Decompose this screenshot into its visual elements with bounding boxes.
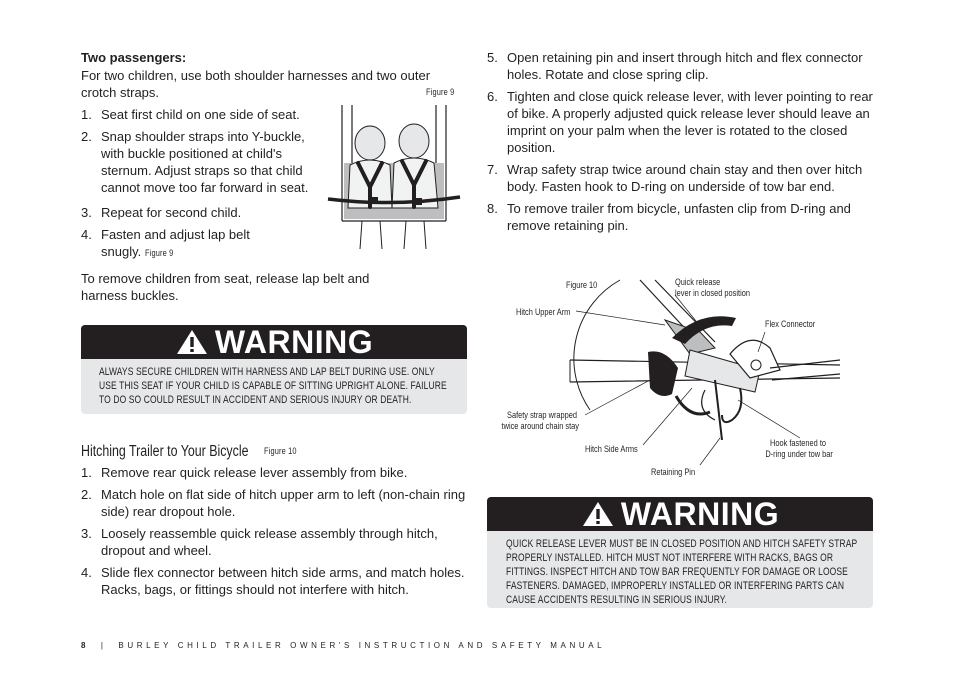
callout-flex-connector: Flex Connector <box>765 319 816 330</box>
warning-header <box>81 325 467 359</box>
remove-children-text: To remove children from seat, release lap belt and harness buckles. <box>81 271 370 303</box>
warning-box-hitch <box>487 497 873 608</box>
hitching-heading <box>81 443 290 461</box>
list-item: 8. To remove trailer from bicycle, unfasten clip from D-ring and remove retaining pin. <box>487 201 851 233</box>
hitching-title: Hitching Trailer to Your Bicycle <box>81 443 249 460</box>
warning-label: WARNING <box>214 325 374 360</box>
list-item: 4. Fasten and adjust lap belt snugly. Figure 9 <box>81 227 250 259</box>
figure10-label: Figure 10 <box>566 280 598 291</box>
list-item: 1. Remove rear quick release lever assembly from bike. <box>81 465 408 480</box>
callout-quick-release: Quick release lever in closed position <box>675 277 750 299</box>
footer-separator: | <box>100 641 107 650</box>
manual-title: BURLEY CHILD TRAILER OWNER'S INSTRUCTION AND SAFETY MANUAL <box>118 641 606 650</box>
callout-hitch-side-arms: Hitch Side Arms <box>585 444 638 455</box>
warning-text: ALWAYS SECURE CHILDREN WITH HARNESS AND LAP BELT DURING USE. ONLY USE THIS SEAT IF YOUR CHILD IS CAPABLE OF SITTING UPRIGHT ALONE. FAILURE TO DO SO COULD RESULT IN ACCIDENT AND SERIOUS INJURY OR DEATH. <box>99 366 447 406</box>
two-passengers-subhead: Two passengers: <box>81 50 187 65</box>
figure9-label: Figure 9 <box>426 87 455 98</box>
callout-safety-strap: Safety strap wrapped twice around chain stay <box>501 410 579 432</box>
callout-hitch-upper-arm: Hitch Upper Arm <box>516 307 571 318</box>
callout-hook: Hook fastened to D-ring under tow bar <box>765 438 833 460</box>
list-item: 2. Match hole on flat side of hitch upper arm to left (non-chain ring side) rear dropout hole. <box>81 487 466 519</box>
list-item: 3. Repeat for second child. <box>81 205 242 220</box>
hitching-steps <box>81 464 466 598</box>
warning-header <box>487 497 873 531</box>
list-item: 1. Seat first child on one side of seat. <box>81 107 300 122</box>
seating-steps-3-4 <box>81 204 281 262</box>
callout-retaining-pin: Retaining Pin <box>651 467 696 478</box>
hitching-steps-continued <box>487 49 877 234</box>
warning-triangle-icon <box>581 500 615 528</box>
warning-box-harness <box>81 325 467 414</box>
warning-triangle-icon <box>175 328 209 356</box>
list-item: 5. Open retaining pin and insert through hitch and flex connector holes. Rotate and close spring clip. <box>487 50 863 82</box>
list-item: 3. Loosely reassemble quick release assembly through hitch, dropout and wheel. <box>81 526 438 558</box>
list-item: 7. Wrap safety strap twice around chain stay and then over hitch body. Fasten hook to D-ring on underside of tow bar end. <box>487 162 863 194</box>
warning-label: WARNING <box>620 497 780 532</box>
two-passengers-intro: For two children, use both shoulder harnesses and two outer crotch straps. <box>81 68 431 100</box>
warning-text: QUICK RELEASE LEVER MUST BE IN CLOSED POSITION AND HITCH SAFETY STRAP PROPERLY INSTALLED. HITCH MUST NOT INTERFERE WITH RACKS, BAGS OR FITTINGS. INSPECT HITCH AND TOW BAR FREQUENTLY FOR DAMAGE OR LOOSE FASTENERS. DAMAGED, IMPROPERLY INSTALLED OR INTERFERING PARTS CAN CAUSE ACCIDENTS RESULTING IN SERIOUS INJURY. <box>506 538 858 606</box>
page-number: 8 <box>81 641 90 650</box>
list-item: 4. Slide flex connector between hitch side arms, and match holes. Racks, bags, or fittings should not interfere with hitch. <box>81 565 465 597</box>
hitching-figref: Figure 10 <box>264 446 297 457</box>
page-footer <box>81 641 605 650</box>
list-item: 6. Tighten and close quick release lever, with lever pointing to rear of bike. A properly adjusted quick release lever should leave an imprint on your palm when the lever is rotated to the closed position. <box>487 89 873 155</box>
list-item: 2. Snap shoulder straps into Y-buckle, with buckle positioned at child's sternum. Adjust straps so that child cannot move too far forward in seat. <box>81 129 309 195</box>
seating-steps-1-2 <box>81 106 321 196</box>
figure9-two-children-harness-illustration <box>322 103 466 253</box>
